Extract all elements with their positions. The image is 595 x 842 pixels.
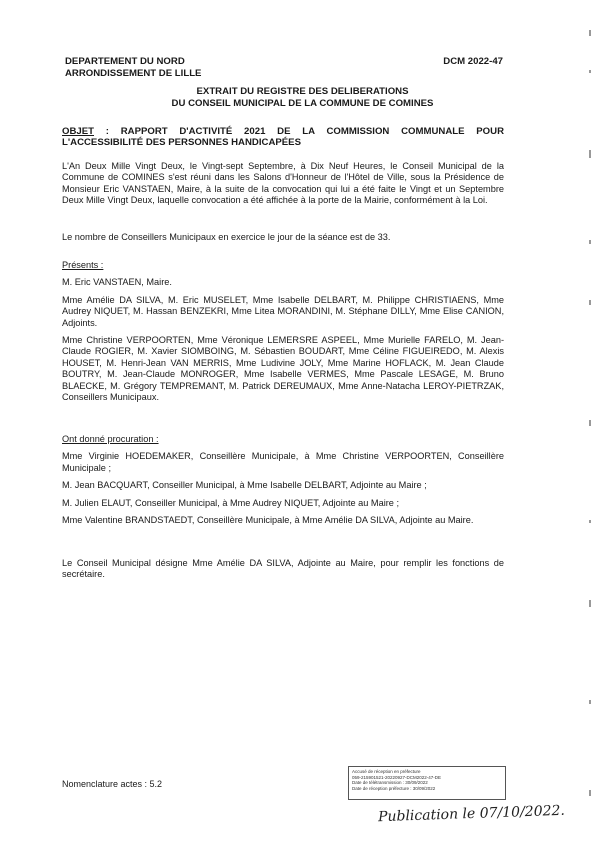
prefecture-receipt-stamp: [348, 766, 506, 800]
presents-section: [62, 260, 504, 403]
procuration-item: Mme Virginie HOEDEMAKER, Conseillère Municipale, à Mme Christine VERPOORTEN, Conseillère Municipale ;: [62, 451, 504, 473]
quorum-statement: Le nombre de Conseillers Municipaux en exercice le jour de la séance est de 33.: [62, 232, 391, 242]
procuration-item: M. Jean BACQUART, Conseiller Municipal, à Mme Isabelle DELBART, Adjointe au Maire ;: [62, 480, 427, 491]
subject-text: : RAPPORT D'ACTIVITÉ 2021 DE LA COMMISSION COMMUNALE POUR L'ACCESSIBILITÉ DES PERSONNES HANDICAPÉES: [62, 126, 504, 148]
stamp-line: Date de réception préfecture : 30/09/2022: [352, 785, 436, 791]
scan-edge-marks: [589, 0, 591, 842]
deliberation-reference: DCM 2022-47: [443, 56, 503, 67]
stamp-line: Date de télétransmission : 30/09/2022: [352, 780, 428, 785]
presents-mayor: M. Eric VANSTAEN, Maire.: [62, 277, 172, 288]
department-header: [65, 56, 201, 80]
extract-line-2: DU CONSEIL MUNICIPAL DE LA COMMUNE DE COMINES: [171, 98, 434, 109]
department-line: DEPARTEMENT DU NORD: [65, 56, 185, 67]
procurations-section: [62, 434, 504, 526]
presents-conseillers: Mme Christine VERPOORTEN, Mme Véronique LEMERSRE ASPEEL, Mme Murielle FARELO, M. Jean-Claude ROGIER, M. Xavier SIOMBOING, M. Sébastien BOUDART, Mme Céline FIGUEIREDO, M. Alexis HOUSET, M. Henri-Jean VAN MERRIS, Mme Ludivine JOLY, Mme Marine HOFLACK, M. Jean Claude BOUTRY, M. Jean-Claude MONROGER, Mme Isabelle VERMES, Mme Pascale LESAGE, M. Bruno BLAECKE, M. Grégory TEMPREMANT, M. Patrick DEREUMAUX, Mme Anne-Natacha LEROY-PIETRZAK, Conseillers Municipaux.: [62, 335, 504, 403]
register-extract-title: [130, 86, 475, 110]
stamp-line: 059-215901521-20220927-DCM2022-47-DE: [352, 774, 442, 780]
nomenclature-actes: Nomenclature actes : 5.2: [62, 779, 163, 789]
extract-line-1: EXTRAIT DU REGISTRE DES DELIBERATIONS: [196, 86, 409, 97]
handwritten-publication-note: Publication le 07/10/2022.: [377, 802, 566, 826]
presents-label: Présents :: [62, 260, 104, 270]
subject-label: OBJET: [62, 126, 94, 137]
subject-heading: [62, 126, 504, 148]
procuration-item: Mme Valentine BRANDSTAEDT, Conseillère Municipale, à Mme Amélie DA SILVA, Adjointe au Maire.: [62, 515, 474, 526]
session-intro: L'An Deux Mille Vingt Deux, le Vingt-sept Septembre, à Dix Neuf Heures, le Conseil Municipal de la Commune de COMINES s'est réuni dans les Salons d'Honneur de l'Hôtel de Ville, sous la Présidence de Monsieur Eric VANSTAEN, Maire, à la suite de la convocation qui lui a été faite le Vingt et un Septembre Deux Mille Vingt Deux, laquelle convocation a été affichée à la porte de la Mairie, conformément à la Loi.: [62, 161, 504, 206]
stamp-line: Accusé de réception en préfecture: [352, 769, 421, 774]
presents-adjoints: Mme Amélie DA SILVA, M. Eric MUSELET, Mme Isabelle DELBART, M. Philippe CHRISTIAENS, Mme Audrey NIQUET, M. Hassan BENZEKRI, Mme Litea MORANDINI, M. Stéphane DILLY, Mme Elise CANION, Adjoints.: [62, 294, 504, 328]
secretary-designation: Le Conseil Municipal désigne Mme Amélie DA SILVA, Adjointe au Maire, pour remplir les fonctions de secrétaire.: [62, 558, 504, 580]
procurations-label: Ont donné procuration :: [62, 434, 159, 444]
procuration-item: M. Julien ELAUT, Conseiller Municipal, à Mme Audrey NIQUET, Adjointe au Maire ;: [62, 497, 400, 508]
arrondissement-line: ARRONDISSEMENT DE LILLE: [65, 68, 202, 79]
